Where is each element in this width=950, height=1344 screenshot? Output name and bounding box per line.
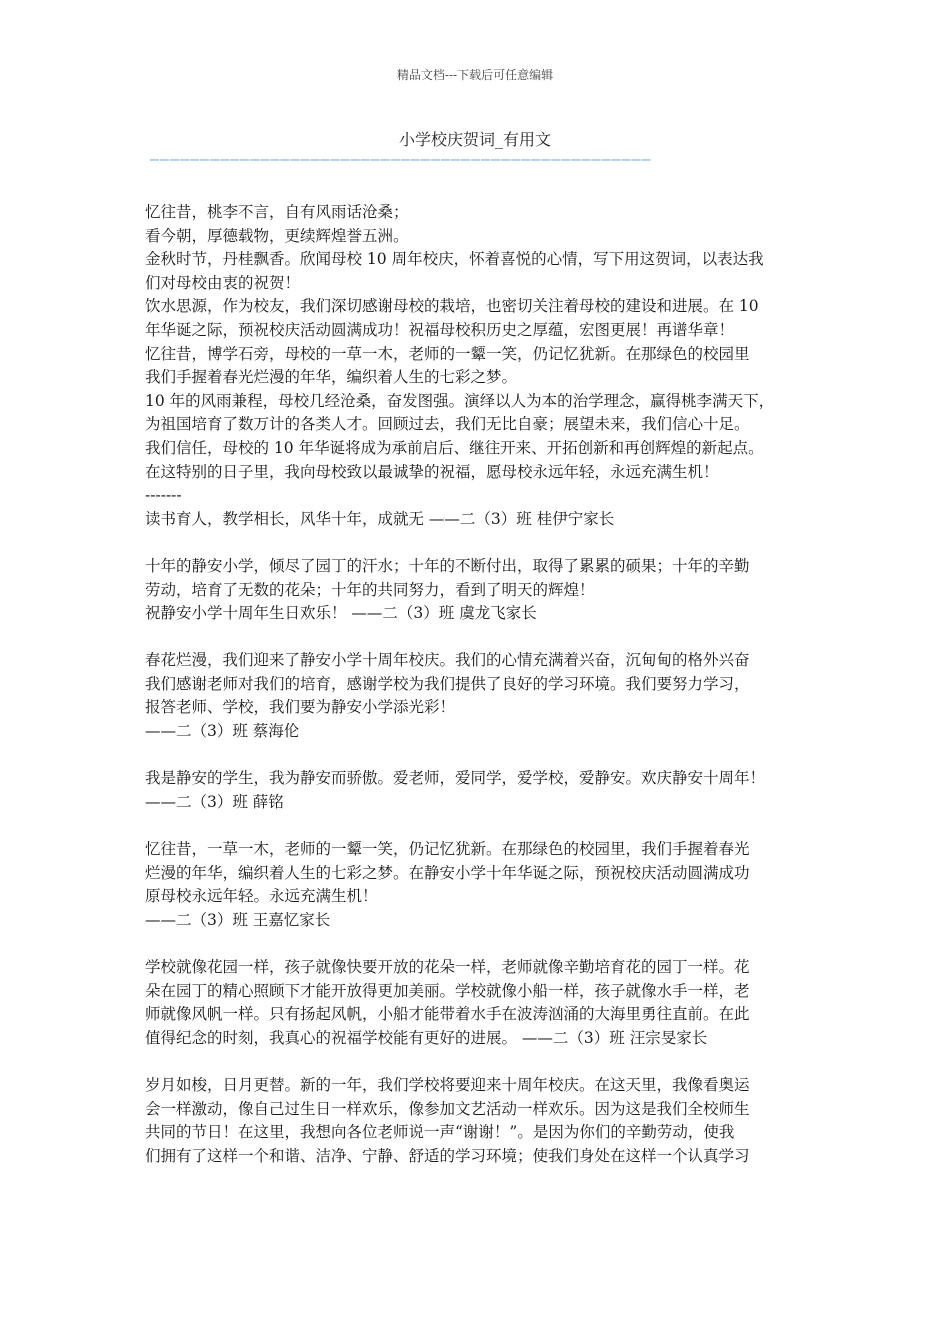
paragraph-spacer: [145, 932, 815, 956]
body-text-line: 岁月如梭，日月更替。新的一年，我们学校将要迎来十周年校庆。在这天里，我像看奥运: [145, 1075, 750, 1094]
body-text-line: 值得纪念的时刻，我真心的祝福学校能有更好的进展。 ——二（3）班 汪宗旻家长: [145, 1028, 708, 1047]
body-text-line: 祝静安小学十周年生日欢乐！ ——二（3）班 虞龙飞家长: [145, 604, 537, 623]
page-title: 小学校庆贺词_有用文: [398, 130, 551, 149]
paragraph-spacer: [145, 814, 815, 838]
body-text-line: 们拥有了这样一个和谐、洁净、宁静、舒适的学习环境；使我们身处在这样一个认真学习: [145, 1146, 750, 1165]
body-text-line: 饮水思源，作为校友，我们深切感谢母校的栽培，也密切关注着母校的建设和进展。在 10: [145, 297, 759, 316]
body-text-line: ——二（3）班 薛铭: [145, 792, 284, 811]
body-text-line: 会一样激动，像自己过生日一样欢乐，像参加文艺活动一样欢乐。因为这是我们全校师生: [145, 1099, 750, 1118]
body-text-line: 忆往昔，一草一木，老师的一颦一笑，仍记忆犹新。在那绿色的校园里，我们手握着春光: [145, 840, 750, 859]
paragraph-spacer: [145, 744, 815, 768]
body-text-line: 学校就像花园一样，孩子就像快要开放的花朵一样，老师就像辛勤培育花的园丁一样。花: [145, 958, 750, 976]
body-text-line: 共同的节日！在这里，我想向各位老师说一声“谢谢！”。是因为你们的辛勤劳动，使我: [145, 1123, 735, 1142]
body-text-line: 朵在园丁的精心照顾下才能开放得更加美丽。学校就像小船一样，孩子就像水手一样，老: [145, 981, 750, 1000]
body-text-line: 看今朝，厚德载物，更续辉煌誉五洲。: [145, 226, 409, 245]
header-note: 精品文档---下载后可任意编辑: [396, 68, 554, 82]
body-text-line: -------: [145, 486, 182, 505]
paragraph-spacer: [145, 1050, 815, 1074]
body-text-line: 读书育人，教学相长，风华十年，成就无 ——二（3）班 桂伊宁家长: [145, 509, 615, 528]
document-body: [145, 201, 815, 1168]
body-text-line: ——二（3）班 王嘉忆家长: [145, 910, 331, 929]
body-text-line: 烂漫的年华，编织着人生的七彩之梦。在静安小学十年华诞之际，预祝校庆活动圆满成功: [145, 863, 750, 882]
body-text-line: 我们手握着春光烂漫的年华，编织着人生的七彩之梦。: [145, 368, 518, 387]
body-text-line: 忆往昔，桃李不言，自有风雨话沧桑；: [145, 203, 409, 221]
body-text-line: 我们信任，母校的 10 年华诞将成为承前启后、继往开来、开拓创新和再创辉煌的新起点。: [145, 438, 764, 457]
paragraph-spacer: [145, 531, 815, 555]
body-text-line: 10 年的风雨兼程，母校几经沧桑，奋发图强。演绎以人为本的治学理念，赢得桃李满天下，: [145, 391, 775, 410]
body-text-line: ——二（3）班 蔡海伦: [145, 722, 300, 741]
body-text-line: 师就像风帆一样。只有扬起风帆，小船才能带着水手在波涛汹涌的大海里勇往直前。在此: [145, 1005, 750, 1024]
body-text-line: 春花烂漫，我们迎来了静安小学十周年校庆。我们的心情充满着兴奋，沉甸甸的格外兴奋: [145, 651, 750, 670]
body-text-line: 我是静安的学生，我为静安而骄傲。爱老师，爱同学，爱学校，爱静安。欢庆静安十周年！: [145, 769, 766, 788]
body-text-line: 我们感谢老师对我们的培育，感谢学校为我们提供了良好的学习环境。我们要努力学习，: [145, 674, 750, 693]
body-text-line: 在这特别的日子里，我向母校致以最诚挚的祝福，愿母校永远年轻，永远充满生机！: [145, 462, 719, 481]
body-text-line: 为祖国培育了数万计的各类人才。回顾过去，我们无比自豪；展望未来，我们信心十足。: [145, 415, 750, 434]
body-text-line: 十年的静安小学，倾尽了园丁的汗水；十年的不断付出，取得了累累的硕果；十年的辛勤: [145, 556, 750, 575]
body-text-line: 报答老师、学校，我们要为静安小学添光彩！: [145, 698, 456, 717]
body-text-line: 忆往昔，博学石旁，母校的一草一木，老师的一颦一笑，仍记忆犹新。在那绿色的校园里: [145, 344, 750, 363]
body-text-line: 劳动，培育了无数的花朵；十年的共同努力，看到了明天的辉煌！: [145, 580, 595, 599]
body-text-line: 原母校永远年轻。永远充满生机！: [145, 887, 378, 906]
body-text-line: 金秋时节，丹桂飘香。欣闻母校 10 周年校庆，怀着喜悦的心情，写下用这贺词，以表达我: [145, 250, 764, 269]
body-text-line: 们对母校由衷的祝贺！: [145, 273, 301, 292]
paragraph-spacer: [145, 626, 815, 650]
body-text-line: 年华诞之际，预祝校庆活动圆满成功！祝福母校积历史之厚蕴，宏图更展！再谱华章！: [145, 320, 735, 339]
title-underline-rule: ——————————————————————————————————————————————————: [150, 150, 652, 168]
